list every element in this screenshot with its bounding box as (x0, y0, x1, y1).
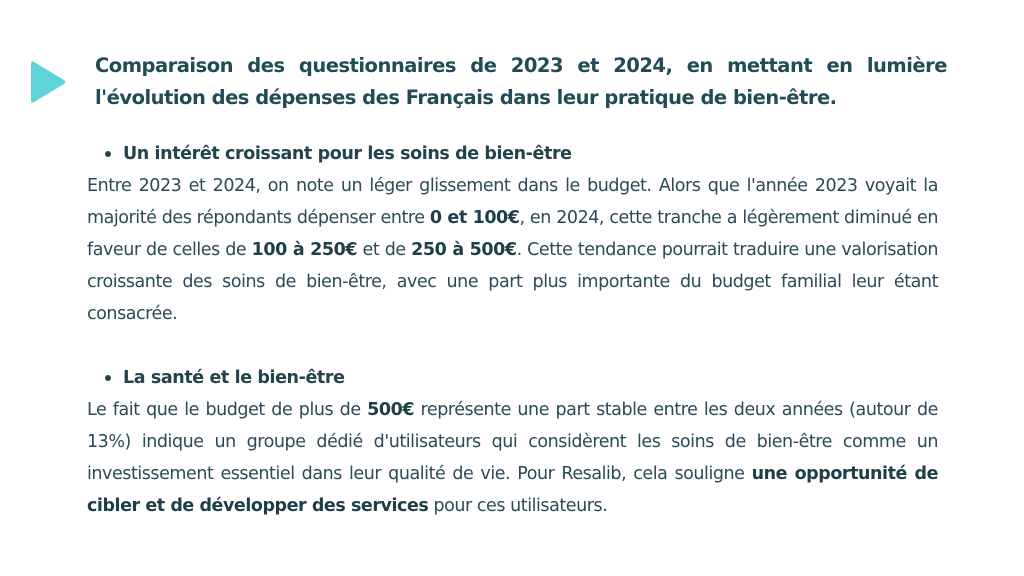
section-wellbeing-interest (87, 140, 938, 330)
section-paragraph: Entre 2023 et 2024, on note un léger glissement dans le budget. Alors que l'année 2023 voyait la majorité des répondants dépenser entre 0 et 100€, en 2024, cette tranche a légèrement diminué en faveur de celles de 100 à 250€ et de 250 à 500€. Cette tendance pourrait traduire une valorisation croissante des soins de bien-être, avec une part plus importante du budget familial leur étant consacrée. (87, 176, 939, 324)
highlight-range-0-100: 0 et 100€ (429, 208, 520, 228)
section-paragraph: Le fait que le budget de plus de 500€ représente une part stable entre les deux années (autour de 13%) indique un groupe dédié d'utilisateurs qui considèrent les soins de bien-être comme un investissement essentiel dans leur qualité de vie. Pour Resalib, cela souligne une opportunité de cibler et de développer des services pour ces utilisateurs. (87, 400, 938, 516)
highlight-opportunity: une opportunité de cibler et de développer des services (87, 464, 938, 516)
section-health-wellbeing (87, 364, 938, 522)
section-heading: La santé et le bien-être (123, 364, 938, 392)
highlight-range-100-250: 100 à 250€ (251, 240, 358, 260)
highlight-500: 500€ (367, 400, 415, 420)
highlight-range-250-500: 250 à 500€ (411, 240, 517, 260)
page-title: Comparaison des questionnaires de 2023 et 2024, en mettant en lumière l'évolution des dépenses des Français dans leur pratique de bien-être. (95, 54, 947, 109)
section-heading: Un intérêt croissant pour les soins de bien-être (123, 140, 938, 168)
play-icon (28, 58, 68, 106)
